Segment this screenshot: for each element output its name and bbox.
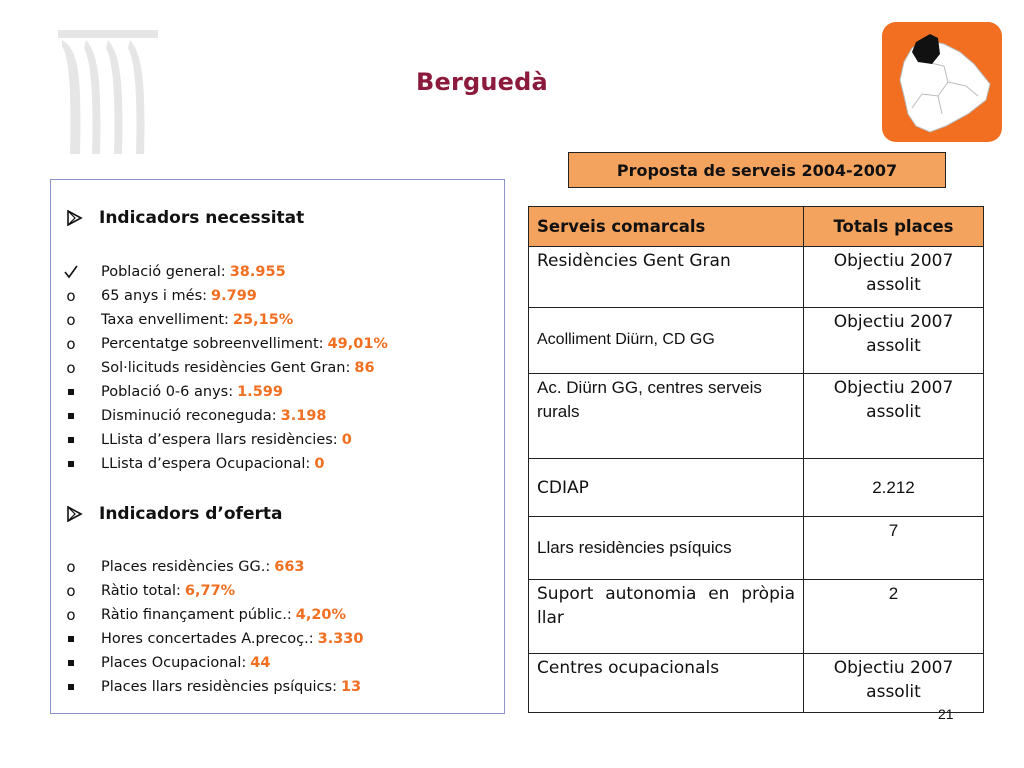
indicator-item — [61, 555, 305, 579]
indicator-label: Taxa envelliment: — [101, 312, 229, 328]
circle-bullet-icon: o — [66, 605, 76, 624]
region-map-icon — [882, 22, 1002, 142]
indicator-label: Ràtio total: — [101, 583, 181, 599]
indicator-label: Sol·licituds residències Gent Gran: — [101, 360, 351, 376]
service-cell: Ac. Diürn GG, centres serveis rurals — [529, 373, 804, 459]
indicator-label: Hores concertades A.precoç.: — [101, 631, 314, 647]
indicator-item — [61, 308, 293, 332]
indicator-label: Ràtio finançament públic.: — [101, 607, 292, 623]
indicator-item — [61, 452, 324, 476]
circle-bullet-icon: o — [66, 557, 76, 576]
indicator-item — [61, 651, 270, 675]
arrow-bullet-icon — [65, 506, 85, 522]
square-bullet-icon — [61, 408, 81, 424]
indicator-label: Població 0-6 anys: — [101, 384, 234, 400]
square-bullet-icon — [61, 456, 81, 472]
service-cell: Llars residències psíquics — [529, 516, 804, 579]
offer-heading — [65, 504, 282, 524]
page-title: Berguedà — [416, 68, 548, 96]
indicator-value: 0 — [314, 456, 325, 472]
square-bullet-icon — [61, 655, 81, 671]
indicator-item — [61, 603, 346, 627]
indicator-label: Percentatge sobreenvelliment: — [101, 336, 324, 352]
indicator-value: 44 — [250, 655, 271, 671]
table-row — [529, 459, 984, 516]
table-row — [529, 246, 984, 307]
indicator-value: 663 — [274, 559, 305, 575]
circle-bullet-icon: o — [66, 334, 76, 353]
service-cell: CDIAP — [529, 459, 804, 516]
service-cell: Suport autonomia en pròpia llar — [529, 580, 804, 654]
indicator-value: 13 — [340, 679, 362, 695]
indicator-item — [61, 675, 361, 699]
indicator-item — [61, 380, 283, 404]
checkmark-icon — [61, 264, 81, 280]
indicator-label: 65 anys i més: — [101, 288, 208, 304]
indicator-value: 86 — [354, 360, 375, 376]
table-row — [529, 580, 984, 654]
places-cell: Objectiu 2007 assolit — [804, 373, 984, 459]
indicator-value: 9.799 — [211, 288, 257, 304]
indicator-value: 3.198 — [280, 408, 327, 424]
indicators-panel — [50, 179, 505, 714]
places-cell: 2.212 — [804, 459, 984, 516]
places-cell: 7 — [804, 516, 984, 579]
arrow-bullet-icon — [65, 210, 85, 226]
need-heading — [65, 208, 304, 228]
indicator-value: 3.330 — [317, 631, 364, 647]
indicator-item — [61, 428, 352, 452]
places-cell: Objectiu 2007 assolit — [804, 246, 984, 307]
indicator-item — [61, 284, 257, 308]
table-row — [529, 516, 984, 579]
indicator-item — [61, 579, 235, 603]
table-header-row — [529, 207, 984, 247]
square-bullet-icon — [61, 384, 81, 400]
circle-bullet-icon: o — [66, 358, 76, 377]
indicator-value: 38.955 — [229, 264, 286, 280]
table-row — [529, 373, 984, 459]
places-cell: 2 — [804, 580, 984, 654]
indicator-value: 25,15% — [232, 312, 294, 328]
indicator-value: 1.599 — [237, 384, 283, 400]
circle-bullet-icon: o — [66, 286, 76, 305]
indicator-label: LLista d’espera Ocupacional: — [101, 456, 311, 472]
table-row — [529, 308, 984, 373]
offer-heading-text: Indicadors d’oferta — [99, 504, 283, 524]
table-row — [529, 653, 984, 712]
circle-bullet-icon: o — [66, 581, 76, 600]
square-bullet-icon — [61, 432, 81, 448]
indicator-item — [61, 627, 363, 651]
services-table — [528, 206, 984, 713]
page-number: 21 — [938, 706, 954, 722]
column-header: Totals places — [804, 207, 984, 247]
indicator-item — [61, 356, 375, 380]
indicator-label: Places llars residències psíquics: — [101, 679, 337, 695]
indicator-value: 4,20% — [295, 607, 347, 623]
need-heading-text: Indicadors necessitat — [99, 208, 305, 228]
square-bullet-icon — [61, 631, 81, 647]
indicator-label: Places residències GG.: — [101, 559, 271, 575]
circle-bullet-icon: o — [66, 310, 76, 329]
indicator-label: LLista d’espera llars residències: — [101, 432, 338, 448]
places-cell: Objectiu 2007 assolit — [804, 653, 984, 712]
service-cell: Acolliment Diürn, CD GG — [529, 308, 804, 373]
indicator-item — [61, 260, 286, 284]
square-bullet-icon — [61, 679, 81, 695]
indicator-item — [61, 332, 388, 356]
column-header: Serveis comarcals — [529, 207, 804, 247]
places-cell: Objectiu 2007 assolit — [804, 308, 984, 373]
indicator-value: 6,77% — [184, 583, 236, 599]
service-cell: Residències Gent Gran — [529, 246, 804, 307]
indicator-value: 49,01% — [327, 336, 388, 352]
indicator-label: Places Ocupacional: — [101, 655, 247, 671]
columns-watermark-icon — [58, 30, 158, 154]
service-cell: Centres ocupacionals — [529, 653, 804, 712]
indicator-label: Disminució reconeguda: — [101, 408, 277, 424]
indicator-value: 0 — [341, 432, 352, 448]
indicator-label: Població general: — [101, 264, 226, 280]
indicator-item — [61, 404, 327, 428]
proposal-title-box: Proposta de serveis 2004-2007 — [568, 152, 946, 188]
